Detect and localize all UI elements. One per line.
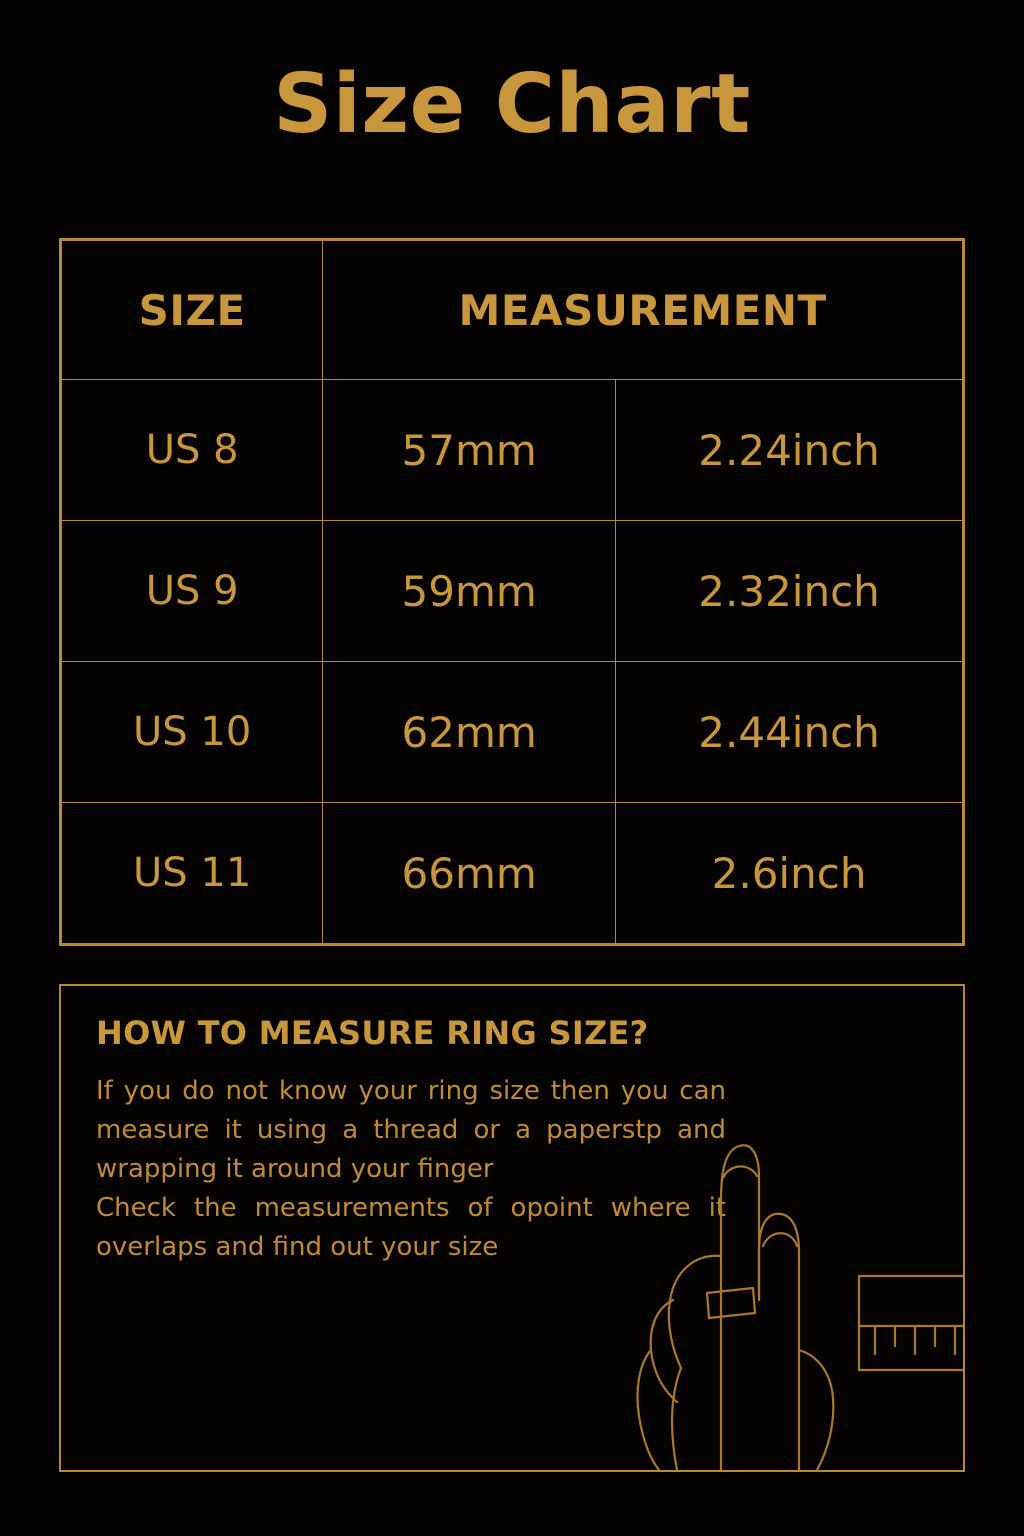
- how-to-measure-title: HOW TO MEASURE RING SIZE?: [96, 1014, 649, 1052]
- page-title: Size Chart: [273, 57, 751, 152]
- column-header-size: SIZE: [62, 241, 323, 380]
- table-row: [62, 521, 963, 662]
- how-to-measure-box: [59, 984, 965, 1472]
- hand-with-ring-and-ruler-illustration: [603, 1050, 963, 1470]
- cell-size: US 10: [62, 662, 323, 803]
- table-row: [62, 803, 963, 944]
- cell-mm: 57mm: [323, 380, 616, 521]
- cell-size: US 11: [62, 803, 323, 944]
- cell-mm: 62mm: [323, 662, 616, 803]
- table-row: [62, 662, 963, 803]
- how-to-measure-paragraph-2: Check the measurements of opoint where it overlaps and find out your size: [96, 1193, 726, 1262]
- how-to-measure-paragraph-1: If you do not know your ring size then you can measure it using a thread or a paperstp and wrapping it around your finger: [96, 1076, 726, 1184]
- cell-inch: 2.6inch: [616, 803, 963, 944]
- cell-inch: 2.24inch: [616, 380, 963, 521]
- cell-mm: 66mm: [323, 803, 616, 944]
- cell-size: US 8: [62, 380, 323, 521]
- size-table: [59, 238, 965, 946]
- cell-inch: 2.44inch: [616, 662, 963, 803]
- cell-mm: 59mm: [323, 521, 616, 662]
- cell-size: US 9: [62, 521, 323, 662]
- column-header-measurement: MEASUREMENT: [323, 241, 963, 380]
- table-row: [62, 380, 963, 521]
- table-header-row: [62, 241, 963, 380]
- cell-inch: 2.32inch: [616, 521, 963, 662]
